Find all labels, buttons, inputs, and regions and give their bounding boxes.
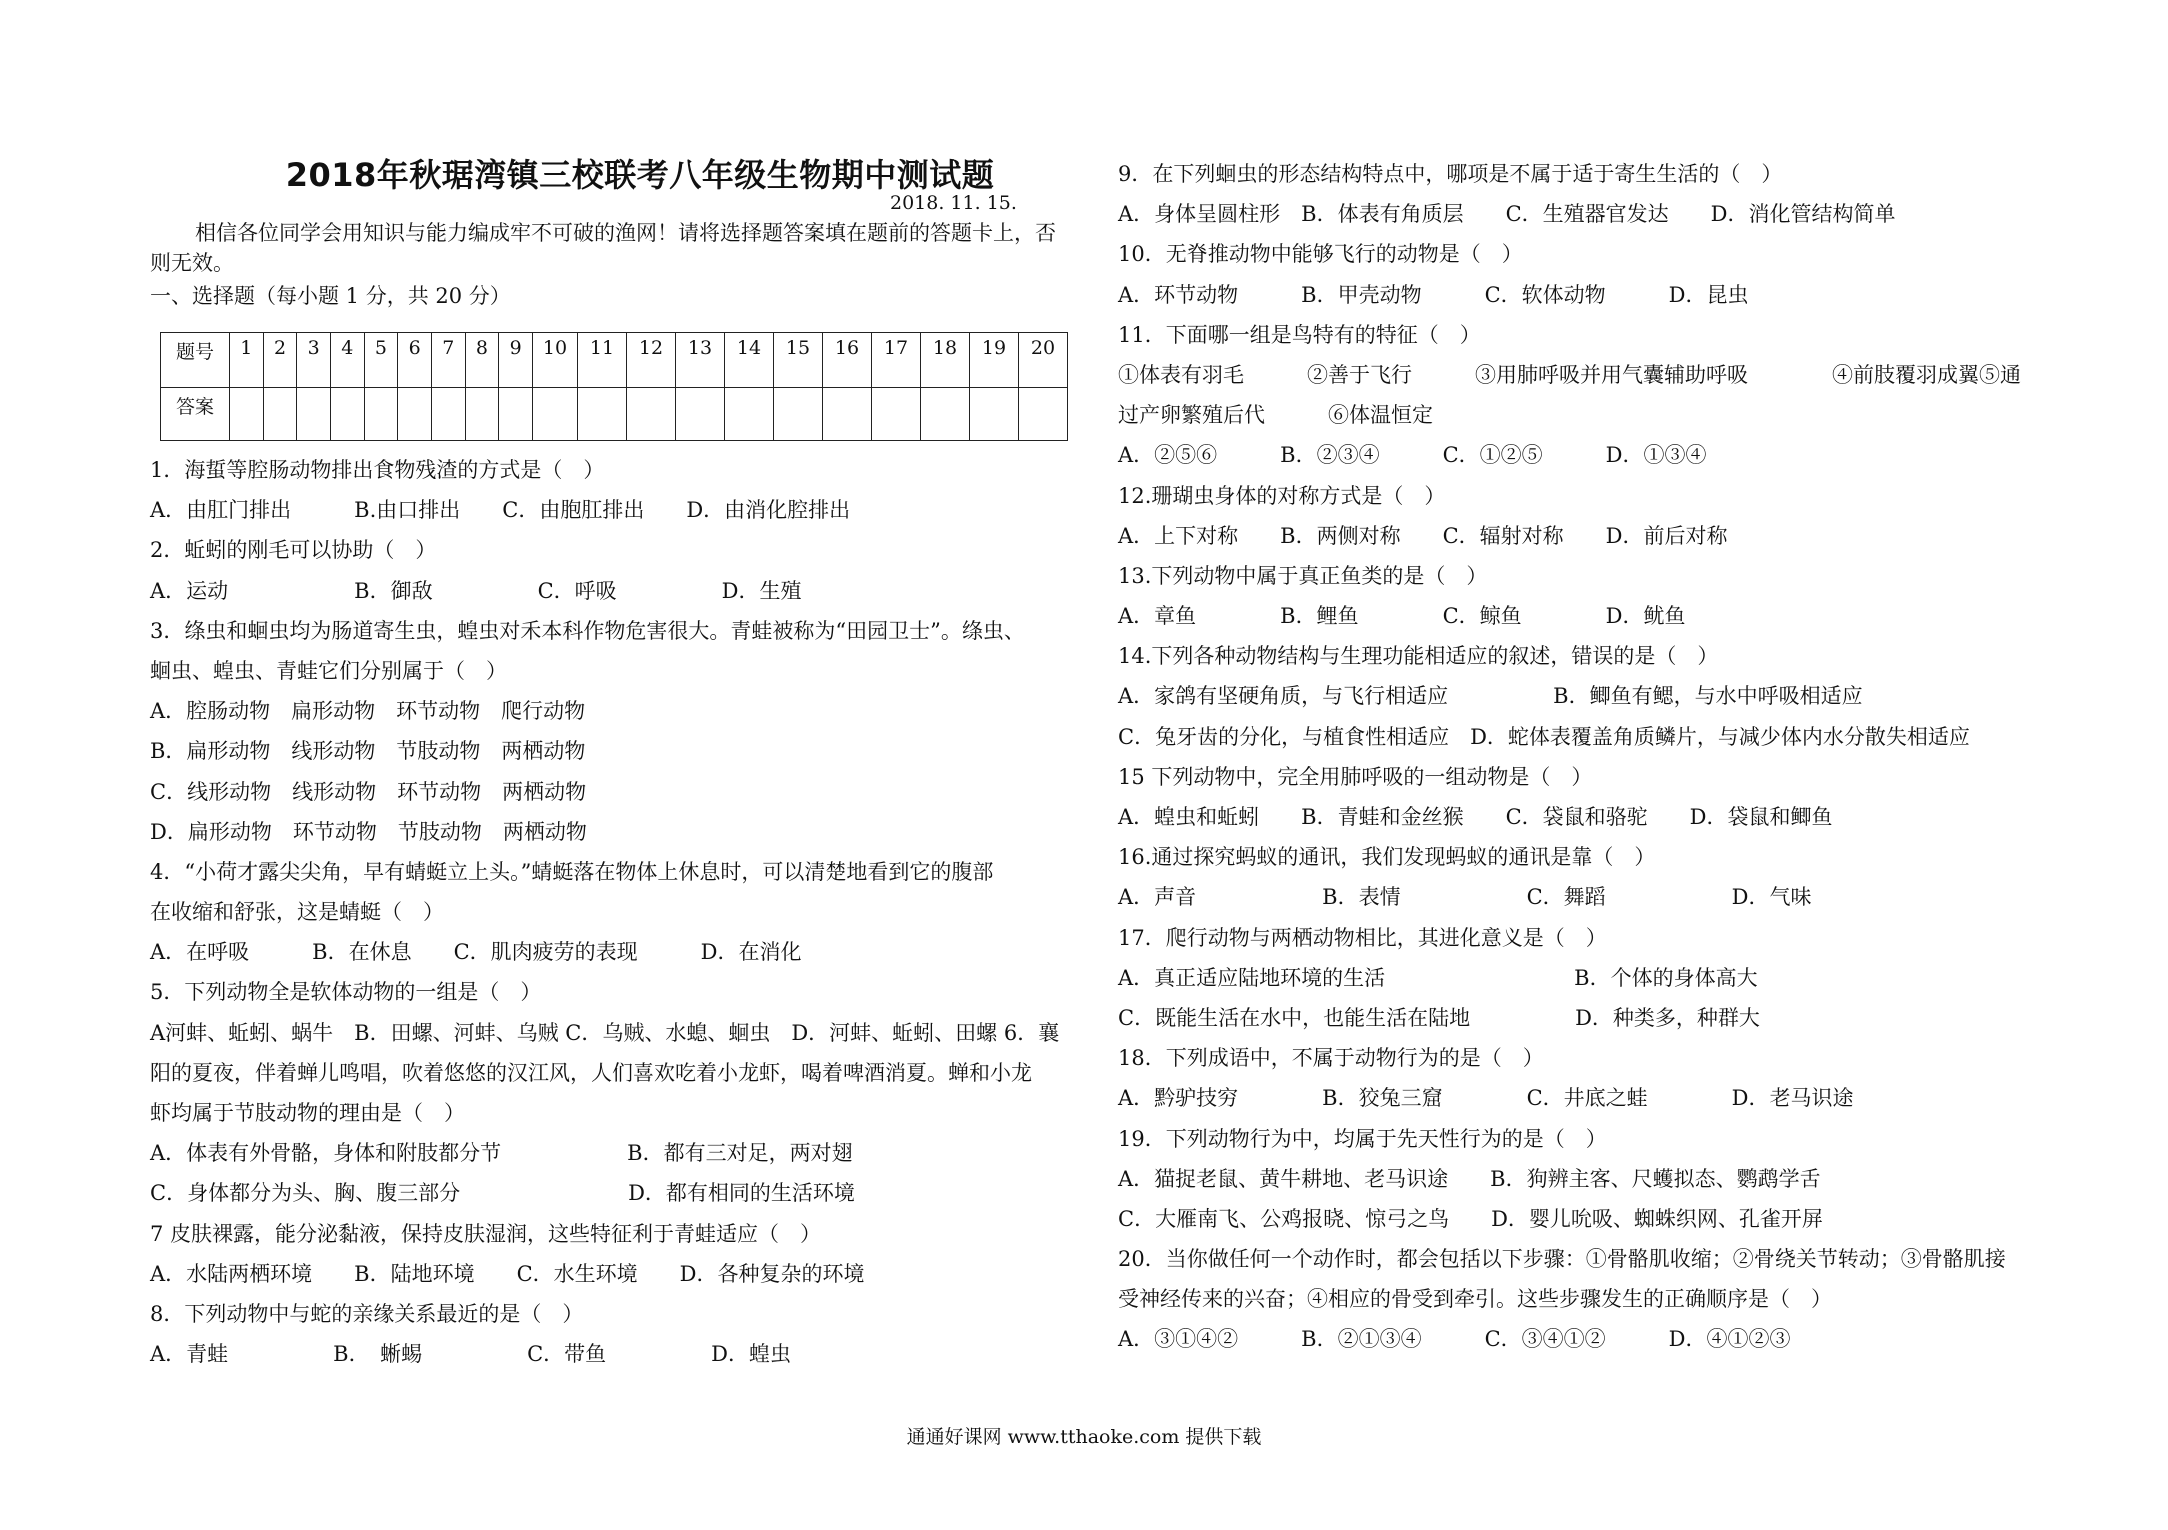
answer-table-number-row: [161, 333, 1068, 388]
question-line: 7 皮肤裸露，能分泌黏液，保持皮肤湿润，这些特征利于青蛙适应（ ）: [150, 1221, 822, 1246]
answer-cell[interactable]: [230, 388, 264, 441]
table-number-cell: 1: [230, 333, 264, 388]
question-line: 16.通过探究蚂蚁的通讯，我们发现蚂蚁的通讯是靠（ ）: [1118, 845, 1656, 870]
question-line: 8．下列动物中与蛇的亲缘关系最近的是（ ）: [150, 1301, 584, 1326]
question-line: 19．下列动物行为中，均属于先天性行为的是（ ）: [1118, 1126, 1607, 1151]
option-line: A．声音 B．表情 C．舞蹈 D．气味: [1118, 885, 1812, 910]
answer-cell[interactable]: [398, 388, 432, 441]
option-line: C．大雁南飞、公鸡报晓、惊弓之鸟 D．婴儿吮吸、蜘蛛织网、孔雀开屏: [1118, 1206, 1823, 1231]
table-number-cell: 14: [725, 333, 774, 388]
option-line: A．由肛门排出 B.由口排出 C．由胞肛排出 D．由消化腔排出: [150, 498, 851, 523]
table-number-cell: 20: [1019, 333, 1068, 388]
option-line: C．身体都分为头、胸、腹三部分 D．都有相同的生活环境: [150, 1181, 855, 1206]
option-line: A．真正适应陆地环境的生活 B．个体的身体高大: [1118, 965, 1758, 990]
question-line: 1．海蜇等腔肠动物排出食物残渣的方式是（ ）: [150, 458, 605, 482]
question-line: 20．当你做任何一个动作时，都会包括以下步骤：①骨骼肌收缩；②骨绕关节转动；③骨骼肌接: [1118, 1247, 2006, 1272]
option-line: C．线形动物 线形动物 环节动物 两栖动物: [150, 779, 587, 804]
table-number-cell: 6: [398, 333, 432, 388]
question-line: 过产卵繁殖后代 ⑥体温恒定: [1118, 403, 1433, 428]
option-line: C．既能生活在水中，也能生活在陆地 D．种类多，种群大: [1118, 1005, 1760, 1030]
option-line: A河蚌、蚯蚓、蜗牛 B．田螺、河蚌、乌贼 C．乌贼、水螅、蛔虫 D．河蚌、蚯蚓、田螺 6．襄: [150, 1020, 1060, 1045]
question-line: 在收缩和舒张，这是蜻蜓（ ）: [150, 900, 444, 925]
question-line: 18．下列成语中，不属于动物行为的是（ ）: [1118, 1046, 1544, 1071]
answer-cell[interactable]: [431, 388, 465, 441]
answer-cell[interactable]: [533, 388, 578, 441]
question-line: 2．蚯蚓的刚毛可以协助（ ）: [150, 538, 437, 563]
left-questions: [150, 450, 1080, 1374]
table-number-cell: 4: [330, 333, 364, 388]
answer-cell[interactable]: [330, 388, 364, 441]
answer-cell[interactable]: [627, 388, 676, 441]
footer-source: 通通好课网 www.tthaoke.com 提供下载: [906, 1426, 1262, 1448]
question-line: 蛔虫、蝗虫、青蛙它们分别属于（ ）: [150, 658, 507, 683]
question-line: 5．下列动物全是软体动物的一组是（ ）: [150, 980, 542, 1005]
question-line: 14.下列各种动物结构与生理功能相适应的叙述，错误的是（ ）: [1118, 644, 1719, 669]
question-line: 虾均属于节肢动物的理由是（ ）: [150, 1101, 465, 1125]
question-line: 阳的夏夜，伴着蝉儿鸣唱，吹着悠悠的汉江风，人们喜欢吃着小龙虾，喝着啤酒消夏。蝉和小龙: [150, 1060, 1032, 1085]
option-line: A．③①④② B．②①③④ C．③④①② D．④①②③: [1118, 1327, 1791, 1352]
question-line: 10．无脊推动物中能够飞行的动物是（ ）: [1118, 242, 1523, 267]
table-number-cell: 10: [533, 333, 578, 388]
question-line: 13.下列动物中属于真正鱼类的是（ ）: [1118, 563, 1488, 588]
answer-cell[interactable]: [921, 388, 970, 441]
question-line: 11．下面哪一组是鸟特有的特征（ ）: [1118, 322, 1481, 347]
table-number-cell: 19: [970, 333, 1019, 388]
table-number-cell: 9: [499, 333, 533, 388]
table-number-cell: 11: [578, 333, 627, 388]
option-line: A．在呼吸 B．在休息 C．肌肉疲劳的表现 D．在消化: [150, 940, 802, 965]
table-header-number: 题号: [161, 333, 230, 388]
page-title: 2018年秋琚湾镇三校联考八年级生物期中测试题: [285, 156, 995, 194]
option-line: B．扁形动物 线形动物 节肢动物 两栖动物: [150, 739, 586, 764]
table-number-cell: 3: [297, 333, 331, 388]
answer-cell[interactable]: [364, 388, 398, 441]
question-line: 12.珊瑚虫身体的对称方式是（ ）: [1118, 483, 1446, 508]
answer-cell[interactable]: [676, 388, 725, 441]
option-line: A．环节动物 B．甲壳动物 C．软体动物 D．昆虫: [1118, 282, 1749, 307]
table-number-cell: 13: [676, 333, 725, 388]
answer-cell[interactable]: [774, 388, 823, 441]
option-line: A．青蛙 B． 蜥蜴 C．带鱼 D．蝗虫: [150, 1342, 791, 1367]
option-line: A．黔驴技穷 B．狡兔三窟 C．井底之蛙 D．老马识途: [1118, 1086, 1854, 1111]
answer-cell[interactable]: [263, 388, 297, 441]
question-line: 9．在下列蛔虫的形态结构特点中，哪项是不属于适于寄生生活的（ ）: [1118, 162, 1783, 186]
option-line: D．扁形动物 环节动物 节肢动物 两栖动物: [150, 819, 587, 844]
question-line: 受神经传来的兴奋；④相应的骨受到牵引。这些步骤发生的正确顺序是（ ）: [1118, 1287, 1832, 1312]
answer-cell[interactable]: [1019, 388, 1068, 441]
answer-cell[interactable]: [970, 388, 1019, 441]
table-number-cell: 15: [774, 333, 823, 388]
question-line: 17．爬行动物与两栖动物相比，其进化意义是（ ）: [1118, 925, 1607, 950]
option-line: A．②⑤⑥ B．②③④ C．①②⑤ D．①③④: [1118, 443, 1707, 468]
answer-cell[interactable]: [499, 388, 533, 441]
option-line: A．蝗虫和蚯蚓 B．青蛙和金丝猴 C．袋鼠和骆驼 D．袋鼠和鲫鱼: [1118, 805, 1833, 829]
answer-cell[interactable]: [465, 388, 499, 441]
table-number-cell: 7: [431, 333, 465, 388]
option-line: A．水陆两栖环境 B．陆地环境 C．水生环境 D．各种复杂的环境: [150, 1261, 865, 1286]
answer-cell[interactable]: [823, 388, 872, 441]
table-number-cell: 17: [872, 333, 921, 388]
intro-text: 相信各位同学会用知识与能力编成牢不可破的渔网！请将选择题答案填在题前的答题卡上，否则无效。: [150, 221, 1056, 275]
table-header-answer: 答案: [161, 388, 230, 441]
answer-table: [160, 332, 1068, 441]
option-line: A．章鱼 B．鲤鱼 C．鲸鱼 D．鱿鱼: [1118, 604, 1686, 629]
right-questions: [1118, 154, 2048, 1360]
option-line: A．运动 B．御敌 C．呼吸 D．生殖: [150, 578, 802, 603]
option-line: A．家鸽有坚硬角质，与飞行相适应 B．鲫鱼有鳃，与水中呼吸相适应: [1118, 684, 1863, 709]
question-line: ①体表有羽毛 ②善于飞行 ③用肺呼吸并用气囊辅助呼吸 ④前肢覆羽成翼⑤通: [1118, 362, 2021, 387]
table-number-cell: 5: [364, 333, 398, 388]
answer-cell[interactable]: [297, 388, 331, 441]
table-number-cell: 2: [263, 333, 297, 388]
answer-table-answer-row: [161, 388, 1068, 441]
question-line: 3．绦虫和蛔虫均为肠道寄生虫，蝗虫对禾本科作物危害很大。青蛙被称为“田园卫士”。绦虫、: [150, 618, 1025, 643]
answer-cell[interactable]: [725, 388, 774, 441]
question-line: 15 下列动物中，完全用肺呼吸的一组动物是（ ）: [1118, 764, 1593, 789]
answer-cell[interactable]: [578, 388, 627, 441]
section-heading: 一、选择题（每小题 1 分，共 20 分）: [150, 284, 511, 308]
table-number-cell: 8: [465, 333, 499, 388]
table-number-cell: 18: [921, 333, 970, 388]
option-line: C．兔牙齿的分化，与植食性相适应 D．蛇体表覆盖角质鳞片，与减少体内水分散失相适应: [1118, 724, 1970, 749]
option-line: A．上下对称 B．两侧对称 C．辐射对称 D．前后对称: [1118, 523, 1728, 548]
answer-cell[interactable]: [872, 388, 921, 441]
question-line: 4．“小荷才露尖尖角，早有蜻蜓立上头。”蜻蜓落在物体上休息时，可以清楚地看到它的腹部: [150, 859, 994, 884]
option-line: A．体表有外骨骼，身体和附肢都分节 B．都有三对足，两对翅: [150, 1141, 853, 1166]
exam-date: 2018. 11. 15.: [890, 192, 1017, 214]
option-line: A．身体呈圆柱形 B．体表有角质层 C．生殖器官发达 D．消化管结构简单: [1118, 202, 1896, 227]
option-line: A．腔肠动物 扁形动物 环节动物 爬行动物: [150, 699, 586, 724]
table-number-cell: 16: [823, 333, 872, 388]
option-line: A．猫捉老鼠、黄牛耕地、老马识途 B．狗辨主客、尺蠖拟态、鹦鹉学舌: [1118, 1166, 1821, 1191]
table-number-cell: 12: [627, 333, 676, 388]
